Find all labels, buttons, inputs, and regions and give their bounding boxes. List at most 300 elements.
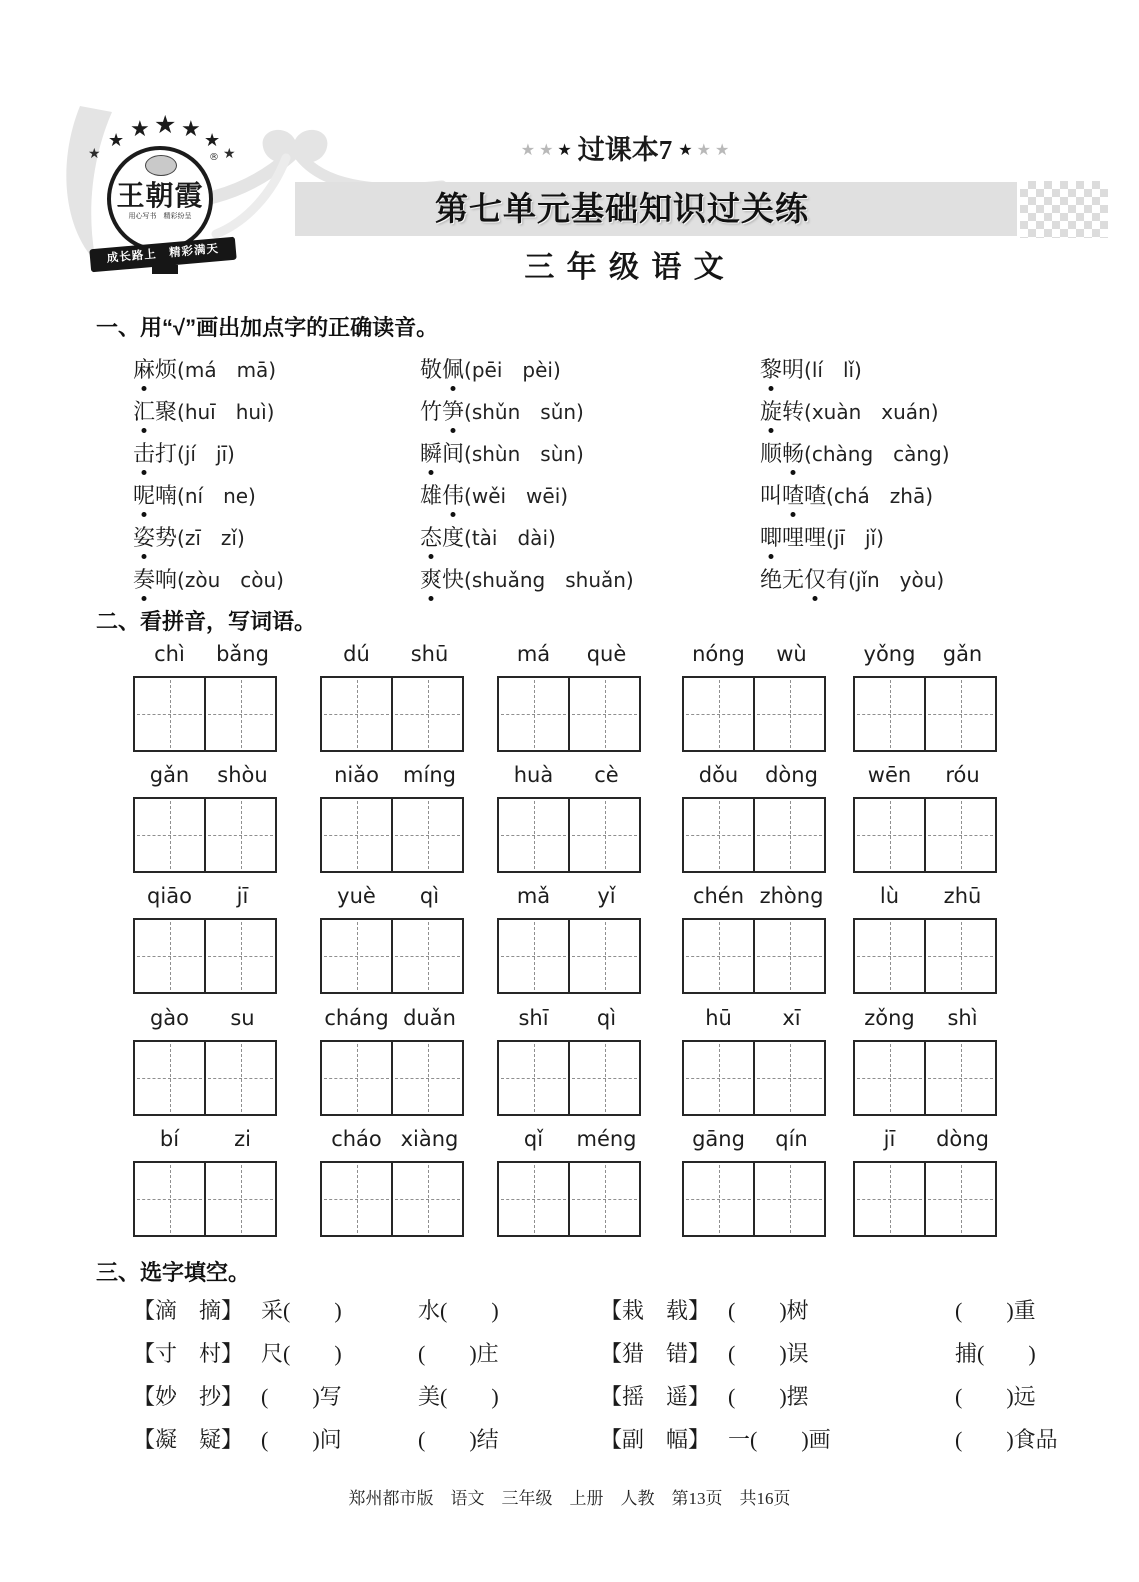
writing-cell[interactable] bbox=[753, 1161, 826, 1237]
pinyin-label-pair bbox=[853, 763, 999, 787]
pinyin-label-pair bbox=[133, 763, 279, 787]
word-text bbox=[420, 483, 464, 508]
blank-phrase: ( )庄 bbox=[418, 1341, 499, 1366]
writing-grid bbox=[320, 1161, 464, 1237]
pinyin-syllable: chén bbox=[692, 884, 745, 908]
writing-cell[interactable] bbox=[204, 1161, 277, 1237]
pinyin-label-pair bbox=[320, 1127, 466, 1151]
pinyin-syllable: qì bbox=[419, 884, 440, 908]
pinyin-options: (huī huì) bbox=[177, 399, 275, 424]
fill-blank-grid bbox=[133, 1288, 1093, 1460]
fill-blank-item bbox=[600, 1380, 1093, 1411]
writing-cell[interactable] bbox=[682, 918, 755, 994]
pinyin-syllable: shī bbox=[518, 1006, 549, 1030]
pinyin-write-row bbox=[0, 1006, 1139, 1124]
pinyin-syllable: yuè bbox=[337, 884, 376, 908]
word-char: 竹 bbox=[420, 398, 443, 424]
word-text bbox=[760, 399, 804, 424]
pronunciation-item bbox=[420, 563, 760, 594]
blank-phrase: ( )结 bbox=[418, 1427, 499, 1452]
writing-grid bbox=[682, 676, 826, 752]
pinyin-label-pair bbox=[853, 1127, 999, 1151]
writing-cell[interactable] bbox=[320, 918, 393, 994]
pronunciation-item bbox=[760, 521, 1093, 552]
pinyin-syllable: qǐ bbox=[523, 1127, 544, 1151]
writing-cell[interactable] bbox=[497, 797, 570, 873]
word-char: 有 bbox=[826, 566, 849, 592]
writing-cell[interactable] bbox=[853, 1040, 926, 1116]
pronunciation-item bbox=[420, 395, 760, 426]
writing-grid bbox=[497, 1161, 641, 1237]
word-char: 势 bbox=[155, 524, 178, 550]
writing-cell[interactable] bbox=[924, 1161, 997, 1237]
section2-heading: 二、看拼音，写词语。 bbox=[96, 609, 317, 634]
fill-blank-item bbox=[600, 1423, 1093, 1454]
pinyin-syllable: duǎn bbox=[403, 1006, 456, 1030]
word-text bbox=[133, 567, 177, 592]
pinyin-syllable: qì bbox=[596, 1006, 617, 1030]
pinyin-label-pair bbox=[682, 763, 828, 787]
writing-grid bbox=[497, 918, 641, 994]
dotted-char: 伟 bbox=[442, 479, 464, 510]
brand-name: 王朝霞 bbox=[116, 181, 204, 212]
dotted-char: 麻 bbox=[133, 353, 155, 384]
word-char: 敬 bbox=[420, 356, 443, 382]
pinyin-options: (má mā) bbox=[177, 357, 277, 382]
word-char: 打 bbox=[155, 440, 178, 466]
star-icon: ★ bbox=[223, 147, 236, 162]
logo-ribbon-banner: 成长路上 精彩满天 bbox=[89, 237, 236, 273]
writing-grid bbox=[682, 797, 826, 873]
blank-phrase: 水( ) bbox=[418, 1298, 499, 1323]
word-char: 响 bbox=[155, 566, 178, 592]
pinyin-options: (jí jī) bbox=[177, 441, 235, 466]
pronunciation-item bbox=[420, 479, 760, 510]
writing-cell[interactable] bbox=[924, 797, 997, 873]
pinyin-write-row bbox=[0, 884, 1139, 1002]
pinyin-syllable: gāng bbox=[692, 1127, 745, 1151]
writing-grid bbox=[320, 676, 464, 752]
pinyin-syllable: dú bbox=[343, 642, 370, 666]
star-icon: ★ bbox=[108, 130, 125, 150]
character-options: 【妙 抄】 bbox=[133, 1384, 244, 1409]
word-text bbox=[760, 441, 804, 466]
blank-phrase: ( )误 bbox=[728, 1341, 809, 1366]
pinyin-syllable: jī bbox=[236, 884, 249, 908]
section1-heading: 一、用“√”画出加点字的正确读音。 bbox=[96, 315, 439, 340]
pinyin-syllable: zhū bbox=[943, 884, 982, 908]
pinyin-syllable: yǐ bbox=[597, 884, 616, 908]
pinyin-label-pair bbox=[497, 642, 643, 666]
writing-cell[interactable] bbox=[753, 918, 826, 994]
star-icon: ★ bbox=[181, 116, 201, 141]
writing-grid bbox=[133, 1040, 277, 1116]
pinyin-syllable: jī bbox=[883, 1127, 896, 1151]
writing-grid bbox=[497, 1040, 641, 1116]
pinyin-syllable: dòng bbox=[936, 1127, 989, 1151]
writing-cell[interactable] bbox=[853, 676, 926, 752]
dotted-char: 仅 bbox=[804, 563, 826, 594]
writing-grid bbox=[853, 918, 997, 994]
writing-grid bbox=[133, 676, 277, 752]
character-options: 【凝 疑】 bbox=[133, 1427, 244, 1452]
word-text bbox=[133, 357, 177, 382]
pinyin-syllable: zhòng bbox=[759, 884, 824, 908]
pinyin-syllable: qín bbox=[775, 1127, 808, 1151]
pinyin-syllable: shū bbox=[410, 642, 449, 666]
blank-phrase: ( )问 bbox=[261, 1427, 342, 1452]
pinyin-options: (jǐn yòu) bbox=[848, 567, 945, 592]
writing-grid bbox=[133, 797, 277, 873]
unit-title: 第七单元基础知识过关练 bbox=[435, 190, 809, 227]
pinyin-options: (wěi wēi) bbox=[464, 483, 569, 508]
pinyin-syllable: mǎ bbox=[516, 884, 551, 908]
writing-grid bbox=[133, 1161, 277, 1237]
dotted-char: 喳 bbox=[782, 479, 804, 510]
pronunciation-item bbox=[133, 563, 420, 594]
pronunciation-item bbox=[133, 437, 420, 468]
pinyin-syllable: lù bbox=[879, 884, 900, 908]
dotted-char: 黎 bbox=[760, 353, 782, 384]
writing-cell[interactable] bbox=[568, 1161, 641, 1237]
writing-cell[interactable] bbox=[391, 1040, 464, 1116]
fill-blank-item bbox=[133, 1337, 600, 1368]
pronunciation-items-grid bbox=[133, 347, 1093, 599]
word-text bbox=[420, 525, 464, 550]
dotted-char: 击 bbox=[133, 437, 155, 468]
writing-cell[interactable] bbox=[682, 1161, 755, 1237]
fill-blank-item bbox=[133, 1423, 600, 1454]
writing-cell[interactable] bbox=[853, 918, 926, 994]
pinyin-options: (shuǎng shuǎn) bbox=[464, 567, 634, 592]
writing-cell[interactable] bbox=[753, 676, 826, 752]
dotted-char: 奏 bbox=[133, 563, 155, 594]
pinyin-label-pair bbox=[682, 1127, 828, 1151]
word-char: 明 bbox=[782, 356, 805, 382]
brand-tagline: 用心写书 精彩纷呈 bbox=[128, 212, 192, 220]
star-icon: ★ bbox=[539, 142, 554, 159]
writing-cell[interactable] bbox=[568, 797, 641, 873]
dotted-char: 呢 bbox=[133, 479, 155, 510]
writing-cell[interactable] bbox=[133, 918, 206, 994]
checker-decoration bbox=[1020, 181, 1108, 238]
pinyin-label-pair bbox=[320, 763, 466, 787]
pinyin-label-pair bbox=[853, 1006, 999, 1030]
word-char: 喳 bbox=[804, 482, 827, 508]
pinyin-syllable: róu bbox=[945, 763, 980, 787]
writing-cell[interactable] bbox=[924, 676, 997, 752]
pronunciation-item bbox=[760, 395, 1093, 426]
dotted-char: 姿 bbox=[133, 521, 155, 552]
pinyin-label-pair bbox=[682, 642, 828, 666]
pinyin-syllable: bí bbox=[159, 1127, 180, 1151]
writing-cell[interactable] bbox=[682, 676, 755, 752]
writing-cell[interactable] bbox=[753, 1040, 826, 1116]
pinyin-syllable: má bbox=[516, 642, 551, 666]
writing-cell[interactable] bbox=[320, 1040, 393, 1116]
pinyin-syllable: gǎn bbox=[149, 763, 190, 787]
pinyin-syllable: zi bbox=[234, 1127, 251, 1151]
word-text bbox=[760, 525, 826, 550]
pinyin-write-row bbox=[0, 1127, 1139, 1245]
writing-grid bbox=[853, 797, 997, 873]
character-options: 【摇 遥】 bbox=[600, 1384, 711, 1409]
word-char: 烦 bbox=[155, 356, 178, 382]
pronunciation-item bbox=[760, 479, 1093, 510]
writing-cell[interactable] bbox=[853, 797, 926, 873]
word-char: 哩 bbox=[804, 524, 827, 550]
word-text bbox=[133, 483, 177, 508]
star-icon: ★ bbox=[696, 142, 711, 159]
pinyin-syllable: dǒu bbox=[698, 763, 739, 787]
writing-cell[interactable] bbox=[133, 1040, 206, 1116]
writing-cell[interactable] bbox=[682, 1040, 755, 1116]
writing-cell[interactable] bbox=[391, 1161, 464, 1237]
registered-mark: ® bbox=[209, 152, 219, 163]
pronunciation-item bbox=[133, 479, 420, 510]
word-char: 喃 bbox=[155, 482, 178, 508]
blank-phrase: 尺( ) bbox=[261, 1341, 342, 1366]
pinyin-syllable: su bbox=[230, 1006, 255, 1030]
pinyin-options: (pēi pèi) bbox=[464, 357, 561, 382]
dotted-char: 旋 bbox=[760, 395, 782, 426]
pinyin-syllable: chì bbox=[154, 642, 185, 666]
pinyin-syllable: huà bbox=[513, 763, 554, 787]
pronunciation-item bbox=[133, 521, 420, 552]
writing-cell[interactable] bbox=[682, 797, 755, 873]
pinyin-syllable: nóng bbox=[692, 642, 745, 666]
blank-phrase: ( )写 bbox=[261, 1384, 342, 1409]
word-char: 快 bbox=[442, 566, 465, 592]
pinyin-syllable: wēn bbox=[867, 763, 912, 787]
dotted-char: 笋 bbox=[442, 395, 464, 426]
star-icon: ★ bbox=[130, 116, 150, 141]
pinyin-label-pair bbox=[497, 1127, 643, 1151]
writing-cell[interactable] bbox=[924, 918, 997, 994]
word-text bbox=[760, 567, 848, 592]
pinyin-syllable: niǎo bbox=[334, 763, 379, 787]
dotted-char: 佩 bbox=[442, 353, 464, 384]
pinyin-syllable: xī bbox=[782, 1006, 801, 1030]
pronunciation-item bbox=[760, 563, 1093, 594]
pinyin-options: (chàng càng) bbox=[804, 441, 950, 466]
blank-phrase: ( )树 bbox=[728, 1298, 809, 1323]
pronunciation-item bbox=[760, 353, 1093, 384]
pinyin-syllable: gào bbox=[149, 1006, 190, 1030]
word-char: 间 bbox=[442, 440, 465, 466]
character-options: 【猎 错】 bbox=[600, 1341, 711, 1366]
word-text bbox=[133, 441, 177, 466]
dotted-char: 爽 bbox=[420, 563, 442, 594]
pinyin-options: (lí lǐ) bbox=[804, 357, 862, 382]
blank-phrase: ( )摆 bbox=[728, 1384, 809, 1409]
word-char: 雄 bbox=[420, 482, 443, 508]
word-text bbox=[420, 399, 464, 424]
writing-cell[interactable] bbox=[497, 918, 570, 994]
pinyin-options: (shǔn sǔn) bbox=[464, 399, 584, 424]
grade-subject-title: 三 年 级 语 文 bbox=[524, 251, 726, 284]
blank-phrase: 采( ) bbox=[261, 1298, 342, 1323]
pinyin-syllable: shòu bbox=[217, 763, 268, 787]
writing-cell[interactable] bbox=[924, 1040, 997, 1116]
pinyin-options: (chá zhā) bbox=[826, 483, 934, 508]
star-icon: ★ bbox=[714, 142, 730, 159]
writing-cell[interactable] bbox=[204, 676, 277, 752]
writing-grid bbox=[682, 918, 826, 994]
word-text bbox=[760, 483, 826, 508]
writing-cell[interactable] bbox=[497, 1161, 570, 1237]
pinyin-syllable: yǒng bbox=[863, 642, 916, 666]
writing-cell[interactable] bbox=[568, 1040, 641, 1116]
pinyin-syllable: dòng bbox=[765, 763, 818, 787]
pinyin-label-pair bbox=[853, 642, 999, 666]
writing-cell[interactable] bbox=[497, 1040, 570, 1116]
pinyin-options: (tài dài) bbox=[464, 525, 556, 550]
writing-cell[interactable] bbox=[320, 797, 393, 873]
pinyin-label-pair bbox=[133, 1006, 279, 1030]
pinyin-options: (ní ne) bbox=[177, 483, 256, 508]
character-options: 【栽 载】 bbox=[600, 1298, 711, 1323]
writing-cell[interactable] bbox=[204, 918, 277, 994]
word-text bbox=[420, 357, 464, 382]
writing-grid bbox=[133, 918, 277, 994]
blank-phrase: ( )远 bbox=[955, 1384, 1036, 1409]
dotted-char: 瞬 bbox=[420, 437, 442, 468]
pre-title bbox=[400, 128, 850, 167]
writing-grid bbox=[497, 676, 641, 752]
writing-cell[interactable] bbox=[568, 676, 641, 752]
writing-grid bbox=[320, 918, 464, 994]
pre-title-text: 过课本7 bbox=[577, 135, 673, 165]
word-char: 绝 bbox=[760, 566, 783, 592]
star-icon: ★ bbox=[88, 147, 101, 162]
word-text bbox=[133, 399, 177, 424]
pinyin-options: (zī zǐ) bbox=[177, 525, 245, 550]
word-char: 度 bbox=[442, 524, 465, 550]
pinyin-syllable: qiāo bbox=[147, 884, 192, 908]
writing-grid bbox=[853, 1161, 997, 1237]
character-options: 【滴 摘】 bbox=[133, 1298, 244, 1323]
writing-grid bbox=[320, 797, 464, 873]
writing-grid bbox=[497, 797, 641, 873]
dotted-char: 唧 bbox=[760, 521, 782, 552]
writing-grid bbox=[682, 1040, 826, 1116]
writing-cell[interactable] bbox=[133, 676, 206, 752]
pinyin-label-pair bbox=[320, 1006, 466, 1030]
pronunciation-item bbox=[420, 521, 760, 552]
blank-phrase: 一( )画 bbox=[728, 1427, 831, 1452]
pinyin-label-pair bbox=[853, 884, 999, 908]
pinyin-label-pair bbox=[133, 884, 279, 908]
pronunciation-item bbox=[133, 395, 420, 426]
writing-cell[interactable] bbox=[133, 797, 206, 873]
pinyin-label-pair bbox=[682, 884, 828, 908]
word-char: 顺 bbox=[760, 440, 783, 466]
writing-cell[interactable] bbox=[391, 676, 464, 752]
writing-cell[interactable] bbox=[320, 676, 393, 752]
word-text bbox=[420, 441, 464, 466]
word-char: 无 bbox=[782, 566, 805, 592]
writing-cell[interactable] bbox=[853, 1161, 926, 1237]
page-footer: 郑州都市版 语文 三年级 上册 人教 第13页 共16页 bbox=[348, 1489, 791, 1508]
word-char: 聚 bbox=[155, 398, 178, 424]
star-icon: ★ bbox=[678, 142, 693, 159]
pinyin-syllable: xiàng bbox=[400, 1127, 459, 1151]
pinyin-options: (xuàn xuán) bbox=[804, 399, 939, 424]
writing-grid bbox=[853, 1040, 997, 1116]
character-options: 【寸 村】 bbox=[133, 1341, 244, 1366]
pinyin-syllable: zǒng bbox=[864, 1006, 915, 1030]
star-icon: ★ bbox=[557, 142, 572, 159]
pinyin-label-pair bbox=[682, 1006, 828, 1030]
writing-cell[interactable] bbox=[204, 1040, 277, 1116]
writing-grid bbox=[853, 676, 997, 752]
fill-blank-item bbox=[600, 1294, 1093, 1325]
dotted-char: 汇 bbox=[133, 395, 155, 426]
pinyin-write-row bbox=[0, 642, 1139, 760]
pronunciation-item bbox=[420, 437, 760, 468]
pinyin-syllable: cè bbox=[594, 763, 619, 787]
writing-grid bbox=[682, 1161, 826, 1237]
fill-blank-item bbox=[600, 1337, 1093, 1368]
writing-cell[interactable] bbox=[133, 1161, 206, 1237]
star-icon: ★ bbox=[520, 142, 536, 159]
pinyin-label-pair bbox=[497, 884, 643, 908]
writing-cell[interactable] bbox=[753, 797, 826, 873]
pinyin-label-pair bbox=[497, 763, 643, 787]
word-text bbox=[760, 357, 804, 382]
pinyin-options: (zòu còu) bbox=[177, 567, 284, 592]
writing-cell[interactable] bbox=[568, 918, 641, 994]
dotted-char: 畅 bbox=[782, 437, 804, 468]
pinyin-syllable: bǎng bbox=[216, 642, 269, 666]
pinyin-label-pair bbox=[133, 1127, 279, 1151]
pinyin-syllable: méng bbox=[576, 1127, 637, 1151]
word-char: 转 bbox=[782, 398, 805, 424]
writing-grid bbox=[320, 1040, 464, 1116]
writing-cell[interactable] bbox=[320, 1161, 393, 1237]
word-text bbox=[420, 567, 464, 592]
pronunciation-item bbox=[420, 353, 760, 384]
writing-cell[interactable] bbox=[204, 797, 277, 873]
unit-title-banner bbox=[295, 182, 1017, 236]
pinyin-syllable: cháo bbox=[331, 1127, 382, 1151]
pinyin-syllable: shì bbox=[947, 1006, 978, 1030]
writing-cell[interactable] bbox=[391, 797, 464, 873]
writing-cell[interactable] bbox=[391, 918, 464, 994]
blank-phrase: ( )重 bbox=[955, 1298, 1036, 1323]
pronunciation-item bbox=[133, 353, 420, 384]
pinyin-options: (jī jǐ) bbox=[826, 525, 884, 550]
character-options: 【副 幅】 bbox=[600, 1427, 711, 1452]
dotted-char: 态 bbox=[420, 521, 442, 552]
pinyin-syllable: míng bbox=[403, 763, 456, 787]
pinyin-syllable: què bbox=[586, 642, 627, 666]
fill-blank-item bbox=[133, 1294, 600, 1325]
pinyin-write-row bbox=[0, 763, 1139, 881]
portrait-oval bbox=[145, 155, 177, 176]
pinyin-options: (shùn sùn) bbox=[464, 441, 584, 466]
writing-cell[interactable] bbox=[497, 676, 570, 752]
star-icon: ★ bbox=[154, 112, 177, 139]
section3-heading: 三、选字填空。 bbox=[96, 1260, 251, 1285]
word-text bbox=[133, 525, 177, 550]
pinyin-label-pair bbox=[320, 884, 466, 908]
pinyin-label-pair bbox=[497, 1006, 643, 1030]
word-char: 叫 bbox=[760, 482, 783, 508]
pinyin-label-pair bbox=[133, 642, 279, 666]
pronunciation-item bbox=[760, 437, 1093, 468]
